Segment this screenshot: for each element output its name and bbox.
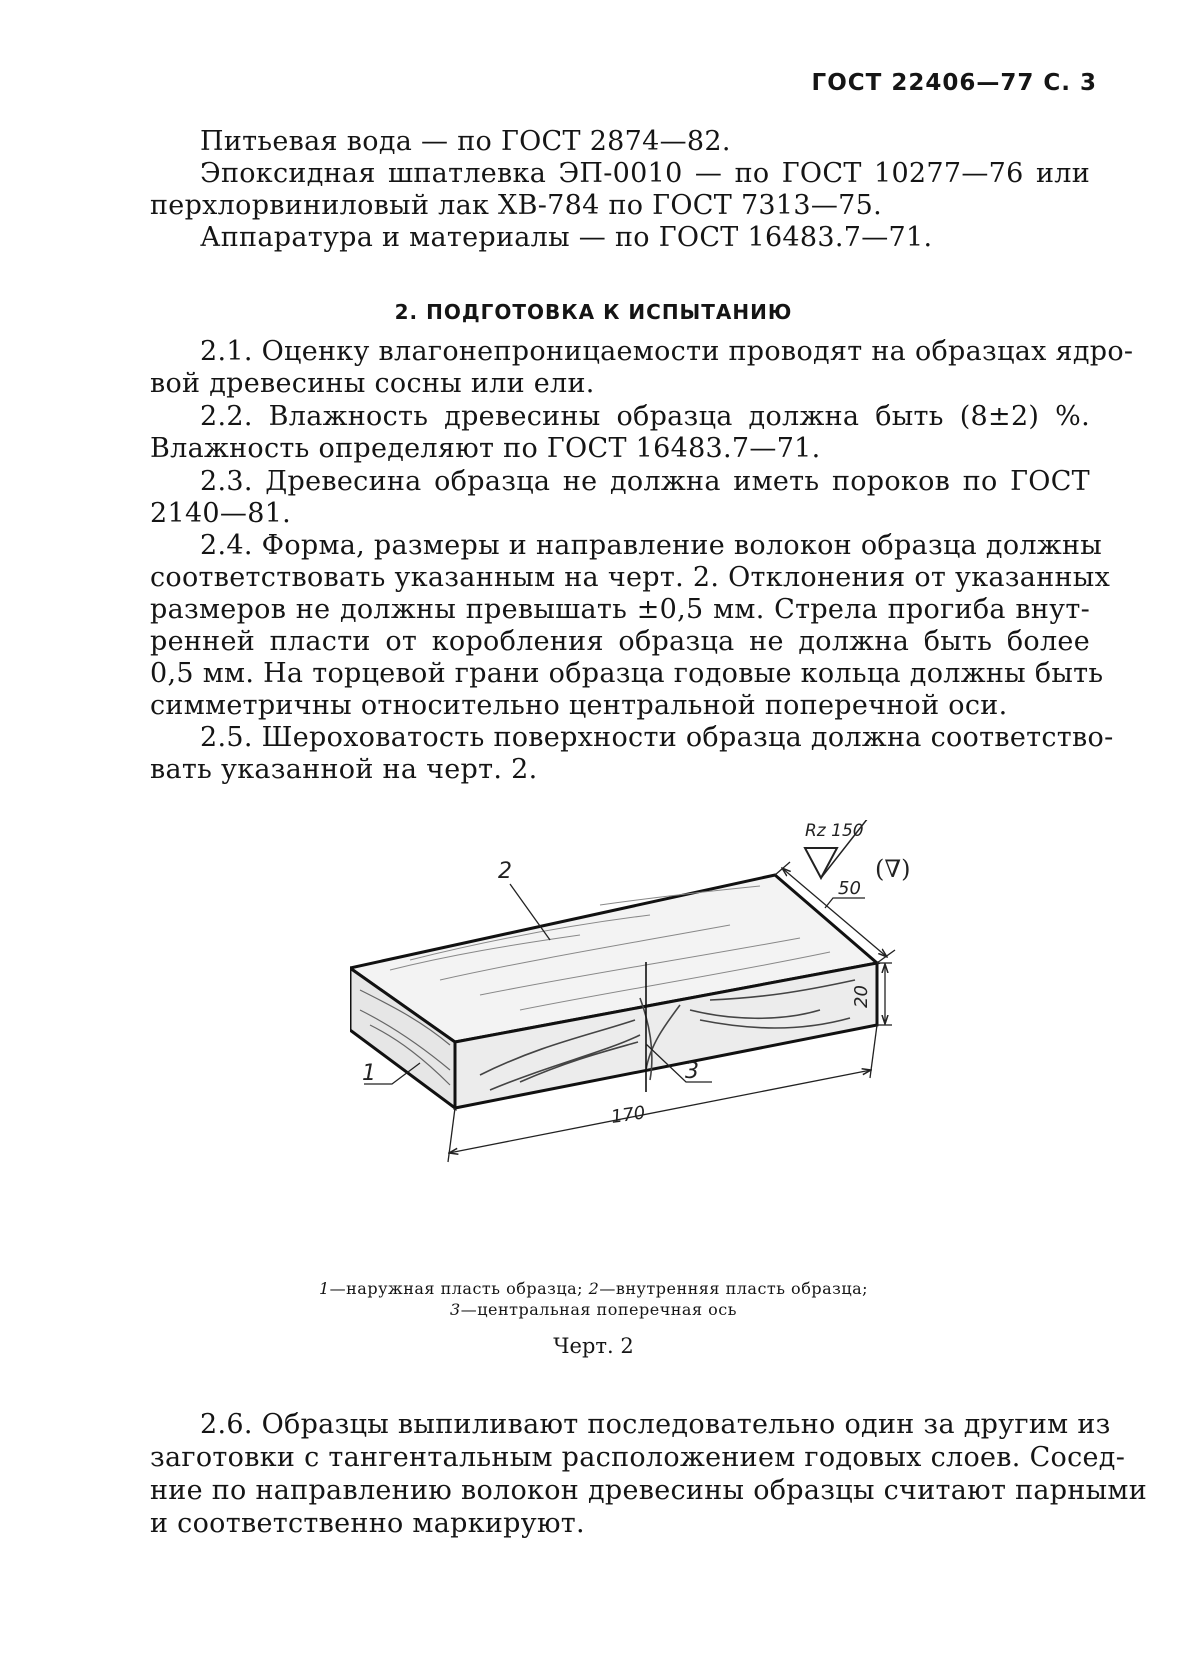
specimen-drawing bbox=[350, 820, 950, 1240]
caption-text-3: —центральная поперечная ось bbox=[460, 1300, 737, 1319]
caption-text-1: —наружная пласть образца; bbox=[329, 1279, 589, 1298]
caption-num-3: 3 bbox=[450, 1300, 461, 1319]
s2-line-9: размеров не должны превышать ±0,5 мм. Стрела прогиба внут- bbox=[150, 594, 1090, 625]
s2-line-11: 0,5 мм. На торцевой грани образца годовые кольца должны быть bbox=[150, 658, 1104, 689]
callout-3: 3 bbox=[685, 1059, 699, 1084]
s2-line-6: 2140—81. bbox=[150, 498, 292, 529]
figure-label: Черт. 2 bbox=[553, 1334, 634, 1358]
dim-20-label: 20 bbox=[851, 985, 872, 1008]
dim-50-leader bbox=[825, 898, 865, 908]
caption-text-2: —внутренняя пласть образца; bbox=[599, 1279, 869, 1298]
p26-line-4: и соответственно маркируют. bbox=[150, 1508, 585, 1539]
p26-line-2: заготовки с тангентальным расположением годовых слоев. Сосед- bbox=[150, 1442, 1126, 1473]
page-header: ГОСТ 22406—77 С. 3 bbox=[811, 70, 1097, 96]
intro-line-1: Питьевая вода — по ГОСТ 2874—82. bbox=[200, 126, 731, 157]
roughness-label: Rz 150 bbox=[805, 821, 864, 841]
dim-50-label: 50 bbox=[838, 878, 861, 899]
s2-line-5: 2.3. Древесина образца не должна иметь пороков по ГОСТ bbox=[200, 466, 1090, 497]
figure-caption-line-1 bbox=[0, 1278, 1187, 1299]
dim-170-label: 170 bbox=[609, 1102, 647, 1128]
section-title: 2. ПОДГОТОВКА К ИСПЫТАНИЮ bbox=[394, 300, 793, 324]
s2-line-8: соответствовать указанным на черт. 2. Отклонения от указанных bbox=[150, 562, 1111, 593]
s2-line-13: 2.5. Шероховатость поверхности образца должна соответство- bbox=[200, 722, 1114, 753]
caption-num-1: 1 bbox=[318, 1279, 330, 1298]
s2-line-2: вой древесины сосны или ели. bbox=[150, 368, 595, 399]
s2-line-7: 2.4. Форма, размеры и направление волокон образца должны bbox=[200, 530, 1103, 561]
s2-line-14: вать указанной на черт. 2. bbox=[150, 754, 538, 785]
intro-line-3: перхлорвиниловый лак ХВ-784 по ГОСТ 7313—75. bbox=[150, 190, 882, 221]
s2-line-4: Влажность определяют по ГОСТ 16483.7—71. bbox=[150, 433, 821, 464]
p26-line-3: ние по направлению волокон древесины образцы считают парными bbox=[150, 1475, 1148, 1506]
dim-170-ext1 bbox=[448, 1108, 455, 1162]
s2-line-12: симметричны относительно центральной поперечной оси. bbox=[150, 690, 1008, 721]
s2-line-10: ренней пласти от коробления образца не должна быть более bbox=[150, 626, 1090, 657]
caption-num-2: 2 bbox=[588, 1279, 600, 1298]
callout-1: 1 bbox=[362, 1061, 376, 1086]
s2-line-3: 2.2. Влажность древесины образца должна быть (8±2) %. bbox=[200, 401, 1090, 432]
callout-2: 2 bbox=[498, 859, 512, 884]
intro-line-2: Эпоксидная шпатлевка ЭП-0010 — по ГОСТ 10277—76 или bbox=[200, 158, 1090, 189]
dim-170-ext2 bbox=[870, 1025, 877, 1078]
intro-line-4: Аппаратура и материалы — по ГОСТ 16483.7—71. bbox=[200, 222, 933, 253]
p26-line-1: 2.6. Образцы выпиливают последовательно один за другим из bbox=[200, 1409, 1111, 1440]
roughness-alt: (∇) bbox=[875, 855, 911, 883]
figure-caption-line-2 bbox=[0, 1299, 1187, 1320]
s2-line-1: 2.1. Оценку влагонепроницаемости проводят на образцах ядро- bbox=[200, 336, 1134, 367]
